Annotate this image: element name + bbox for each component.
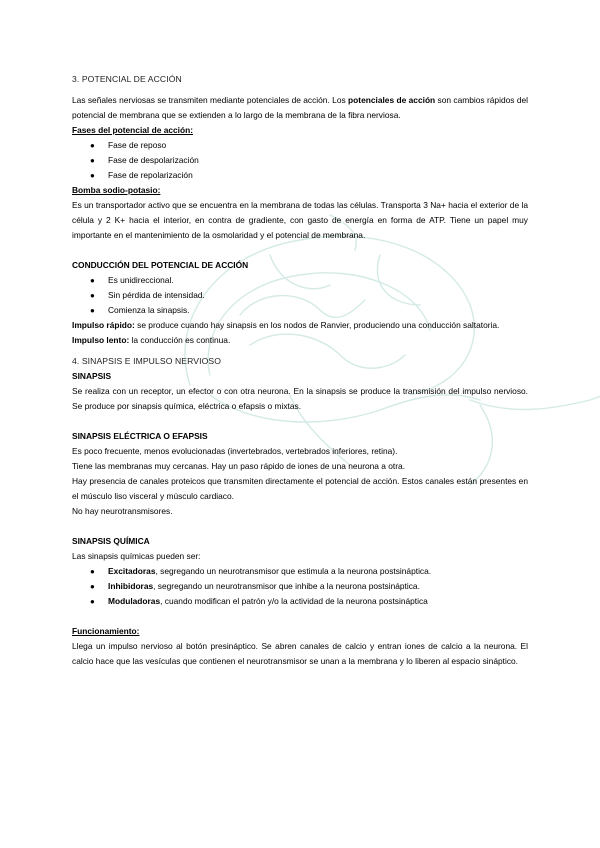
- bomba-text: Es un transportador activo que se encuentra en la membrana de todas las células. Transporta 3 Na+ hacia el exterior de la célula y 2 K+ hacia el interior, en contra de gradiente, con gasto de energía en forma de ATP. Tiene un papel muy importante en el mantenimiento de la osmolaridad y el potencial de membrana.: [72, 200, 528, 240]
- impulso-rapido-text: se produce cuando hay sinapsis en los nodos de Ranvier, produciendo una conducción saltatoria.: [134, 320, 500, 330]
- list-item-text: Fase de reposo: [108, 140, 167, 150]
- impulso-rapido-label: Impulso rápido:: [72, 320, 135, 330]
- electrica-line: Tiene las membranas muy cercanas. Hay un paso rápido de iones de una neurona a otra.: [72, 461, 406, 471]
- list-item-term: Moduladoras: [108, 596, 161, 606]
- impulso-lento: [72, 333, 528, 348]
- sinapsis-quimica-title: SINAPSIS QUÍMICA: [72, 536, 150, 546]
- fases-title: Fases del potencial de acción:: [72, 125, 194, 135]
- document-page: [72, 72, 528, 669]
- list-item-text: Fase de repolarización: [108, 170, 193, 180]
- section-3-title: 3. POTENCIAL DE ACCIÓN: [72, 74, 182, 84]
- bullet-icon: ●: [90, 156, 95, 165]
- bullet-icon: ●: [90, 171, 95, 180]
- list-item: [72, 138, 528, 153]
- list-item-text: Fase de despolarización: [108, 155, 199, 165]
- list-item-text: Sin pérdida de intensidad.: [108, 290, 205, 300]
- bullet-icon: ●: [90, 141, 95, 150]
- conduccion-list: [72, 273, 528, 318]
- conduccion-title: CONDUCCIÓN DEL POTENCIAL DE ACCIÓN: [72, 260, 249, 270]
- sinapsis-electrica-title: SINAPSIS ELÉCTRICA O EFAPSIS: [72, 431, 208, 441]
- list-item: [72, 594, 528, 609]
- impulso-rapido: [72, 318, 528, 333]
- fases-list: [72, 138, 528, 183]
- list-item-text: Comienza la sinapsis.: [108, 305, 190, 315]
- bullet-icon: ●: [90, 597, 95, 606]
- list-item-term: Inhibidoras: [108, 581, 154, 591]
- list-item: [72, 303, 528, 318]
- list-item-text: , cuando modifican el patrón y/o la actividad de la neurona postsináptica: [160, 596, 428, 606]
- electrica-line: Hay presencia de canales proteicos que transmiten directamente el potencial de acción. Estos canales están presentes en el músculo liso visceral y músculo cardiaco.: [72, 476, 528, 501]
- section-4-title: 4. SINAPSIS E IMPULSO NERVIOSO: [72, 356, 221, 366]
- list-item: [72, 288, 528, 303]
- bullet-icon: ●: [90, 306, 95, 315]
- intro-bold-term: potenciales de acción: [348, 95, 436, 105]
- section-3-intro: [72, 93, 528, 123]
- electrica-line: Es poco frecuente, menos evolucionadas (invertebrados, vertebrados inferiores, retina).: [72, 446, 398, 456]
- list-item: [72, 168, 528, 183]
- quimica-list: [72, 564, 528, 609]
- list-item-text: , segregando un neurotransmisor que estimula a la neurona postsináptica.: [155, 566, 432, 576]
- sinapsis-title: SINAPSIS: [72, 371, 112, 381]
- bullet-icon: ●: [90, 276, 95, 285]
- list-item-term: Excitadoras: [108, 566, 156, 576]
- impulso-lento-text: la conducción es continua.: [129, 335, 231, 345]
- quimica-intro: Las sinapsis químicas pueden ser:: [72, 551, 201, 561]
- impulso-lento-label: Impulso lento:: [72, 335, 130, 345]
- bomba-title: Bomba sodio-potasio:: [72, 185, 161, 195]
- list-item-text: Es unidireccional.: [108, 275, 174, 285]
- intro-text-1: Las señales nerviosas se transmiten mediante potenciales de acción. Los: [72, 95, 349, 105]
- bullet-icon: ●: [90, 567, 95, 576]
- intro-text-2: son cambios rápidos del potencial de membrana que se extienden a lo largo de la membrana de la fibra nerviosa.: [72, 95, 529, 120]
- list-item-text: , segregando un neurotransmisor que inhibe a la neurona postsináptica.: [153, 581, 420, 591]
- list-item: [72, 153, 528, 168]
- bullet-icon: ●: [90, 582, 95, 591]
- funcionamiento-title: Funcionamiento:: [72, 626, 140, 636]
- list-item: [72, 564, 528, 579]
- sinapsis-text: Se realiza con un receptor, un efector o con otra neurona. En la sinapsis se produce la transmisión del impulso nervioso. Se produce por sinapsis química, eléctrica o efapsis o mixtas.: [72, 386, 528, 411]
- funcionamiento-text: Llega un impulso nervioso al botón presináptico. Se abren canales de calcio y entran iones de calcio a la neurona. El calcio hace que las vesículas que contienen el neurotransmisor se unan a la membrana y lo liberen al espacio sináptico.: [72, 641, 528, 666]
- list-item: [72, 273, 528, 288]
- electrica-line: No hay neurotransmisores.: [72, 506, 173, 516]
- bullet-icon: ●: [90, 291, 95, 300]
- list-item: [72, 579, 528, 594]
